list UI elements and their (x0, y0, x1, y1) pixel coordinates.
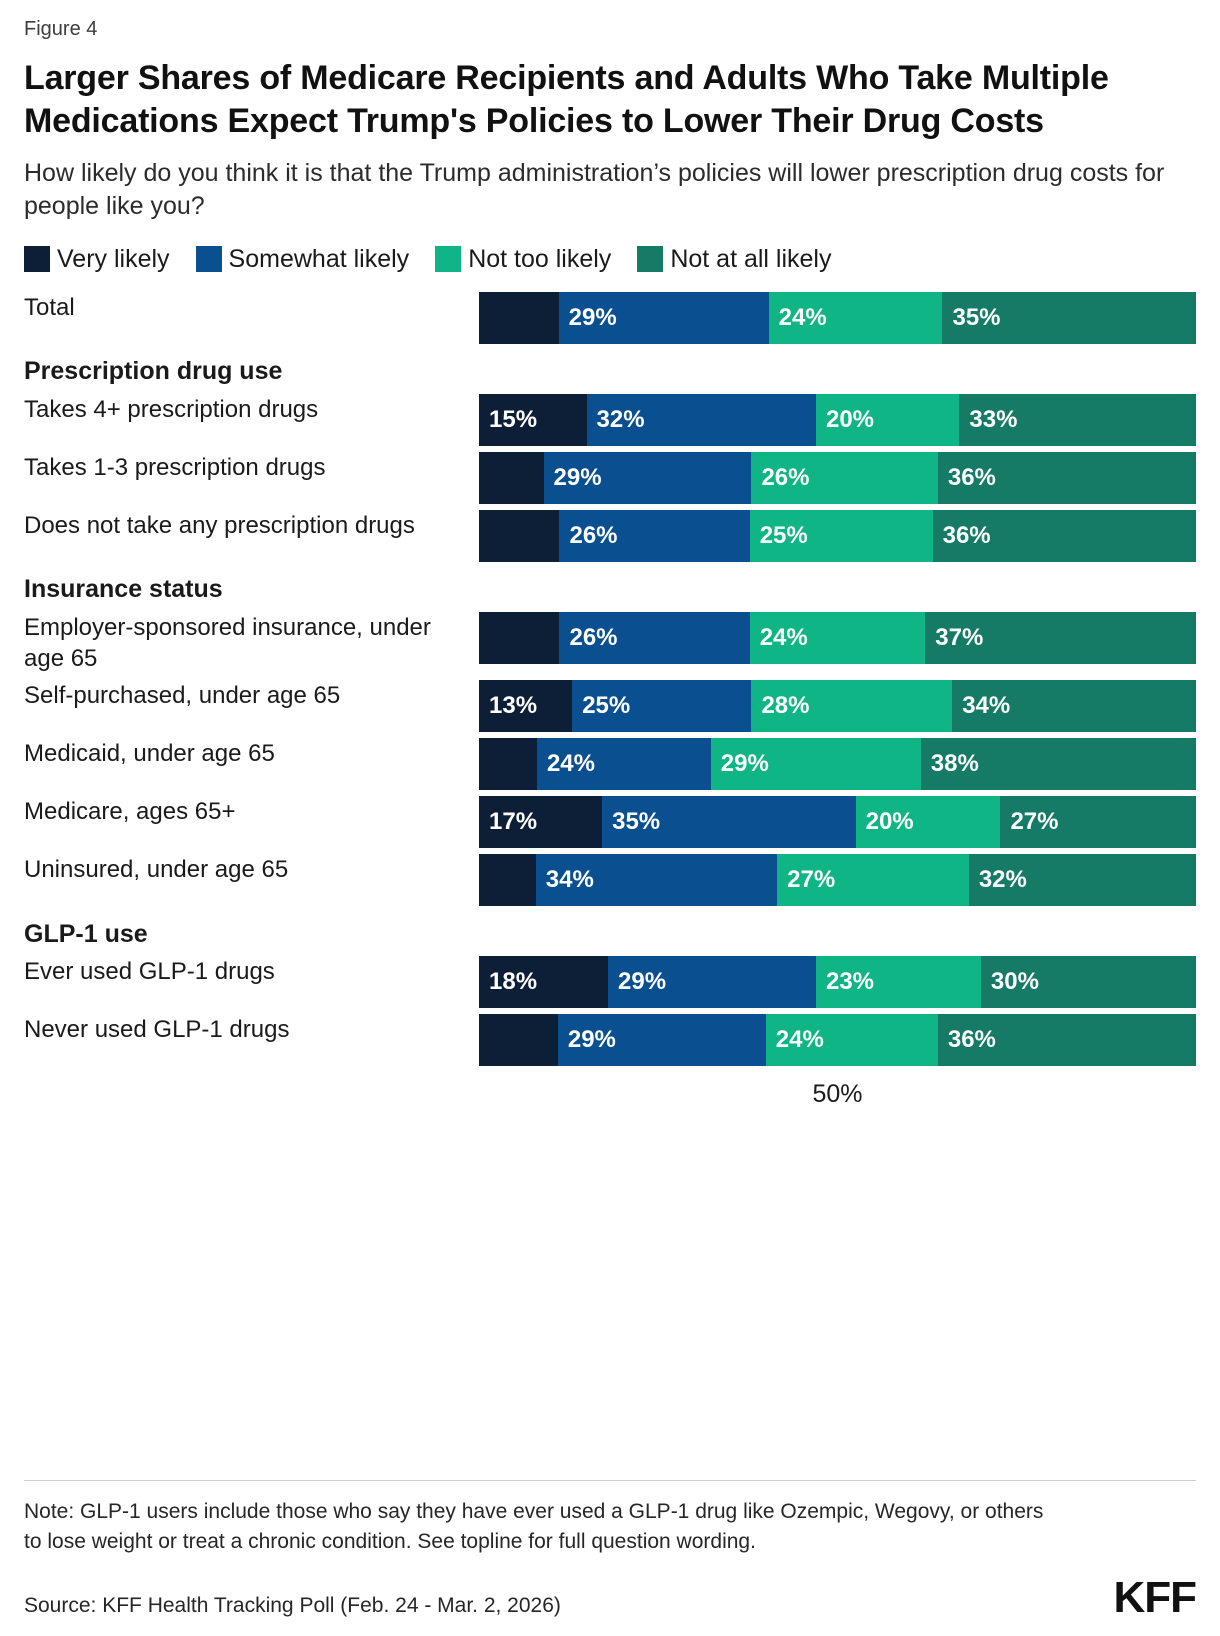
bar-segment: 36% (938, 1014, 1196, 1066)
bar-segment: 13% (479, 680, 572, 732)
group-label: GLP-1 use (24, 919, 148, 948)
bar-segment: 35% (942, 292, 1195, 344)
bar-segment: 33% (959, 394, 1196, 446)
bar-segment: 24% (769, 292, 943, 344)
legend-label: Somewhat likely (228, 244, 410, 273)
bar-segment: 29% (559, 292, 769, 344)
bar-track (479, 680, 1196, 732)
stacked-bar (479, 394, 1196, 446)
legend-swatch-icon (196, 246, 222, 272)
bar-segment (479, 612, 559, 664)
bar-segment: 34% (952, 680, 1196, 732)
bar-segment: 26% (559, 612, 749, 664)
legend-swatch-icon (24, 246, 50, 272)
chart-row (24, 854, 1196, 906)
bar-segment: 24% (766, 1014, 938, 1066)
bar-segment: 25% (572, 680, 751, 732)
bar-track (479, 452, 1196, 504)
bar-track (479, 612, 1196, 664)
stacked-bar (479, 612, 1196, 664)
row-label: Takes 1-3 prescription drugs (24, 453, 326, 481)
bar-segment: 37% (925, 612, 1196, 664)
chart-row (24, 956, 1196, 1008)
bar-segment: 36% (933, 510, 1196, 562)
chart-note: Note: GLP-1 users include those who say they have ever used a GLP-1 drug like Ozempic, Wegovy, or others to lose weight or treat a chronic condition. See topline for full question wording. (24, 1499, 1044, 1553)
bar-segment: 23% (816, 956, 981, 1008)
chart-group-heading (24, 912, 1196, 956)
axis-tick-50: 50% (812, 1080, 863, 1109)
row-label: Does not take any prescription drugs (24, 511, 415, 539)
legend-swatch-icon (637, 246, 663, 272)
bar-segment: 20% (856, 796, 1001, 848)
row-label: Never used GLP-1 drugs (24, 1016, 290, 1044)
bar-track (479, 1014, 1196, 1066)
bar-track (479, 738, 1196, 790)
bar-segment: 27% (777, 854, 969, 906)
stacked-bar (479, 956, 1196, 1008)
chart-row (24, 452, 1196, 504)
source-row (24, 1573, 1196, 1623)
bar-segment: 35% (602, 796, 855, 848)
bar-segment (479, 452, 544, 504)
legend-item (435, 245, 611, 274)
row-label: Ever used GLP-1 drugs (24, 958, 275, 986)
chart-row (24, 394, 1196, 446)
legend-label: Very likely (57, 244, 170, 273)
row-label: Self-purchased, under age 65 (24, 682, 341, 710)
row-label: Employer-sponsored insurance, under age 65 (24, 613, 431, 672)
stacked-bar (479, 738, 1196, 790)
chart-body (24, 292, 1196, 1072)
bar-track (479, 956, 1196, 1008)
stacked-bar (479, 1014, 1196, 1066)
bar-segment: 17% (479, 796, 602, 848)
row-label: Uninsured, under age 65 (24, 856, 289, 884)
bar-segment: 24% (537, 738, 711, 790)
legend-item (637, 245, 831, 274)
chart-axis (24, 1080, 1196, 1120)
bar-segment: 24% (750, 612, 926, 664)
chart-row (24, 680, 1196, 732)
bar-segment: 15% (479, 394, 587, 446)
stacked-bar (479, 452, 1196, 504)
bar-track (479, 510, 1196, 562)
bar-segment: 18% (479, 956, 608, 1008)
legend-swatch-icon (435, 246, 461, 272)
bar-segment: 30% (981, 956, 1196, 1008)
bar-track (479, 292, 1196, 344)
bar-segment (479, 1014, 558, 1066)
chart-row (24, 738, 1196, 790)
row-label: Medicaid, under age 65 (24, 740, 275, 768)
bar-segment: 25% (750, 510, 933, 562)
stacked-bar (479, 510, 1196, 562)
bar-segment: 32% (587, 394, 816, 446)
bar-segment: 34% (536, 854, 777, 906)
stacked-bar (479, 796, 1196, 848)
chart-group-heading (24, 568, 1196, 612)
chart-source: Source: KFF Health Tracking Poll (Feb. 24 - Mar. 2, 2026) (24, 1594, 561, 1617)
bar-segment (479, 510, 559, 562)
stacked-bar (479, 680, 1196, 732)
stacked-bar (479, 292, 1196, 344)
bar-segment: 27% (1000, 796, 1196, 848)
axis-label-spacer (24, 1080, 479, 1120)
row-spacer (24, 1066, 1196, 1072)
chart-row (24, 1014, 1196, 1066)
legend-item (196, 245, 410, 274)
chart-subtitle: How likely do you think it is that the Trump administration’s policies will lower prescription drug costs for people like you? (24, 158, 1165, 220)
chart-row (24, 510, 1196, 562)
axis-scale (479, 1080, 1196, 1120)
chart-row (24, 796, 1196, 848)
bar-segment: 26% (751, 452, 937, 504)
bar-segment (479, 738, 537, 790)
bar-segment: 29% (608, 956, 816, 1008)
figure-label: Figure 4 (24, 18, 98, 40)
bar-track (479, 854, 1196, 906)
chart-group-heading (24, 350, 1196, 394)
figure-footer (24, 1480, 1196, 1623)
legend-item (24, 245, 170, 274)
bar-segment: 38% (921, 738, 1196, 790)
stacked-bar (479, 854, 1196, 906)
chart-legend (24, 245, 1196, 274)
bar-segment (479, 854, 536, 906)
bar-segment: 32% (969, 854, 1196, 906)
group-label: Insurance status (24, 575, 223, 604)
page-title: Larger Shares of Medicare Recipients and Adults Who Take Multiple Medications Expect Trump's Policies to Lower Their Drug Costs (24, 59, 1109, 140)
row-label: Total (24, 293, 75, 321)
footer-divider (24, 1480, 1196, 1481)
row-label: Takes 4+ prescription drugs (24, 395, 319, 423)
bar-segment: 36% (938, 452, 1196, 504)
bar-segment: 29% (544, 452, 752, 504)
bar-track (479, 796, 1196, 848)
bar-segment: 20% (816, 394, 959, 446)
kff-logo: KFF (1113, 1573, 1196, 1623)
bar-segment: 29% (558, 1014, 766, 1066)
bar-segment (479, 292, 559, 344)
bar-track (479, 394, 1196, 446)
bar-segment: 26% (559, 510, 749, 562)
bar-segment: 28% (751, 680, 952, 732)
row-label: Medicare, ages 65+ (24, 798, 236, 826)
group-label: Prescription drug use (24, 357, 283, 386)
chart-row (24, 292, 1196, 344)
chart-row (24, 612, 1196, 674)
legend-label: Not too likely (468, 244, 612, 273)
legend-label: Not at all likely (670, 244, 832, 273)
bar-segment: 29% (711, 738, 921, 790)
